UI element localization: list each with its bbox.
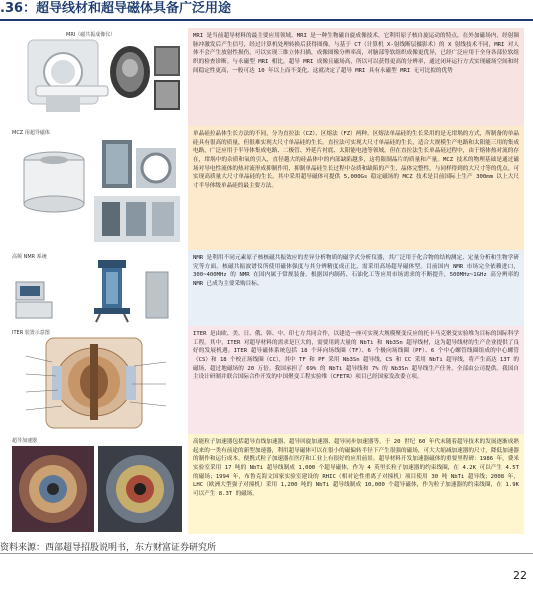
iter-image-label: ITER 装置示意图 <box>12 330 50 336</box>
mcz-image-label: MCZ 用超导磁体 <box>12 130 50 136</box>
row-mcz <box>6 126 526 250</box>
nmr-text: NMR 是利用不同元素原子核核磁共振效应的差异分析物质的磁学式分析仪器，其广泛用于化合物的结构测定、定量分析和生物学研究等方面。核磁共振波谱仪所使用磁体强度与其分辨精度成正比，需采用高场超导磁体型。目前国内 NMR 市场完全依赖进口，300~400MHz 的 NMR 在国内属于常规装备。根据国内制药、石油化工等应用市场需求的不断提升，500MHz~1GHz 高分辨率的NMR 已成为主要采购目标。 <box>188 250 524 326</box>
iter-image <box>6 326 186 434</box>
accelerator-image <box>6 434 186 534</box>
accelerator-image-label: 超导加速器 <box>12 438 38 444</box>
applications-figure <box>6 28 526 534</box>
row-iter <box>6 326 526 434</box>
figure-title: .36：超导线材和超导磁体具备广泛用途 <box>0 1 232 16</box>
row-accelerator <box>6 434 526 534</box>
mcz-magnet-illustration <box>6 126 186 250</box>
page-number: 22 <box>513 569 527 582</box>
accelerator-text: 高能粒子加速器包括超导直线加速器、超导回旋加速器、超导同步加速器等，于 20 世纪 60 年代末随着超导技术的发展逐渐成熟起来的一类有前途的新型加速器，利用超导磁体可以在很小的磁偏转半径下产生很强的磁场，可大大缩减加速器的尺寸，降低加速器的制作和运行成本。便携式粒子加速器在医疗和工业上有很好的应用前景。超导材料开发加速器磁体的重要里程碑：1986 年，费米实验室采用 17 吨的 NbTi 超导线制成 1,000 个超导磁体，作为 4 英里长粒子加速器的约束线圈，在 4.2K 可以产生 4.5T 的磁场；1994 年，布鲁克海文国家实验室建设的 RHIC（相对论性重离子对撞机）项目使用 30 吨 NbTi 超导线；2008 年，LHC（欧洲大型强子对撞机）采用 1,200 吨的 NbTi 超导线制成 10,000 个超导磁体，作为粒子加速器的约束线圈，在 1.9K 可以产生 8.3T 的磁场。 <box>188 434 524 534</box>
nmr-image-label: 高频 NMR 系统 <box>12 254 47 260</box>
nmr-image <box>6 250 186 326</box>
accelerator-illustration <box>6 434 186 534</box>
title-rule <box>0 19 533 21</box>
row-mri <box>6 28 526 126</box>
source-note: 资料来源：西部超导招股说明书，东方财富证券研究所 <box>0 543 217 553</box>
iter-device-illustration <box>6 326 186 434</box>
mri-scanner-illustration <box>6 28 186 126</box>
mri-text: MRI 是当前超导材料的最主要应用领域。MRI 是一种生物磁自旋成像技术，它利用原子核自旋运动的特点，在外加磁场内，经射频脉冲激发后产生信号，经过计算机处理转换后获得图像。与基于 CT（计算机 X-射线断层摄影术）的 X 射线技术不同，MRI 对人体不会产生放射性损伤，可以实现三维立体扫描，成像图像分辨率高，对脑部等软组织成像更优异，已经广泛应用于全身各部位软组织的检查诊断。与永磁型 MRI 相比，超导 MRI 成像且磁场高，所以可以获得更高的分辨率，通过闭环运行方式实现磁场空间和时间稳定性更高，一般可达 10 年以上而不变化。这就决定了超导 MRI 具有永磁型 MRI 无可比拟的优势 <box>188 28 524 126</box>
mri-image <box>6 28 186 126</box>
row-nmr <box>6 250 526 326</box>
mcz-text: 单晶硅拉晶体生长方法的不同，分为直拉法（CZ）、区熔法（FZ）两种。区熔法单晶硅的生长采用的是无坩埚的方式，所制备的单晶硅具有很高的质量，但很难实现大尺寸单晶硅的生长。直拉法可实现大尺寸单晶硅的生长，适合大规模生产电路和太阳能三用的集成电路，广泛应用于半导体集成电路、二极管、外延片衬底、太阳能电池等领域。但在直拉法生长单晶硅过程中，由于熔体热对流的存在，坩埚中的杂质和氧的引入，直径越大的硅晶体中的内部缺陷越多，这将限制晶片的质量和产量。MCZ 技术的物理基础是通过磁场对导电性流体的热对流形成抑制作用，抑制单晶硅生长过程中杂质和缺陷的产生，晶体完整性，与同样得到的大尺寸等的优点。可实现高质量大尺寸单晶硅的生长。其中采用超导磁体可提供 5,000Gs 稳定磁场的 MCZ 技术是目前国际上生产 300mm 以上大尺寸半导体级单晶硅的最主要方法。 <box>188 126 524 250</box>
iter-text: ITER 是由欧、美、日、俄、韩、中、印七方共同合作，以建造一座可实现大规模聚变反应的托卡马克聚变实验堆为目标的国际科学工程。其中，ITER 对超导材料的需求是巨大的，需要用到大量的 NbTi 和 Nb3Sn 超导线材，这为超导线材的生产企业提供了良好的发展机遇。ITER 超导磁体系统包括 18 个环向场线圈（TF）、6 个极向场线圈（PF）、6 个中心螺管线圈组成的中心螺管（CS）和 18 个校正场线圈（CC），其中 TF 和 PF 采用 Nb3Sn 超导线，CS 和 CC 采用 NbTi 超导线，将产生高达 13T 的磁场，超过地磁场的 20 万倍。我国承担了 69% 的 NbTi 超导线和 7% 的 Nb3Sn 超导线生产任务，全部由公司提供。我国自主设计研制并联合国际合作开发的中国聚变工程实验堆（CFETR）项目已经国家发改委立项。 <box>188 326 524 434</box>
mri-image-label: MRI（磁共振成像仪） <box>66 32 116 38</box>
mcz-image <box>6 126 186 250</box>
nmr-system-illustration <box>6 250 186 326</box>
footer-rule <box>0 553 533 554</box>
